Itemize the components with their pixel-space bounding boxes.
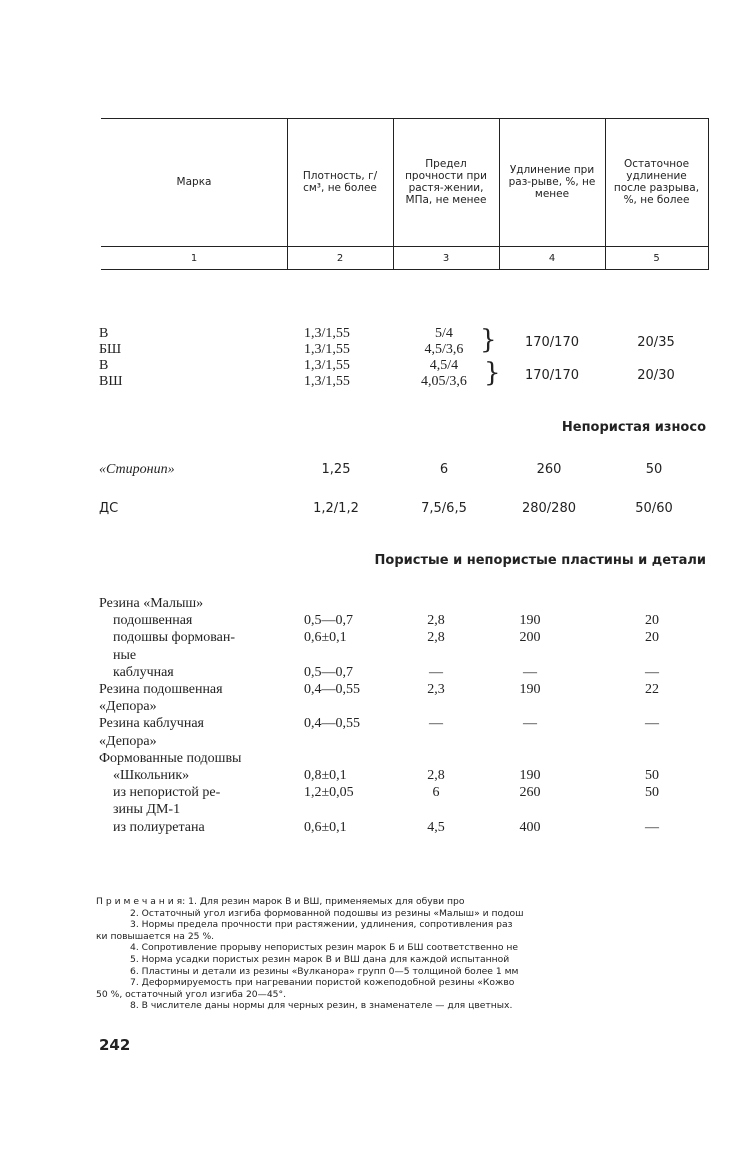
footnote-line: 7. Деформируемость при нагревании пористой кожеподобной резины «Кожво — [130, 977, 515, 989]
footnote-line: 2. Остаточный угол изгиба формованной подошвы из резины «Малыш» и подош — [130, 907, 524, 919]
header-mid-rule — [101, 246, 709, 247]
table-cell-density: 0,6±0,1 — [304, 819, 347, 835]
table-cell-mark: Резина каблучная — [99, 716, 204, 732]
col-number: 5 — [653, 252, 660, 264]
table-cell-mark: «Депора» — [99, 733, 157, 749]
table-cell-mark: ДС — [99, 501, 119, 516]
table-cell-mark: «Депора» — [99, 699, 157, 715]
section-title: Пористые и непористые пластины и детали — [374, 553, 706, 568]
table-cell-mark: Резина «Малыш» — [99, 596, 204, 611]
section-title: Непористая износо — [561, 420, 706, 435]
table-cell-residual: 20/30 — [637, 368, 675, 383]
table-cell-mark: подошвенная — [113, 613, 193, 629]
header-bottom-rule — [101, 269, 709, 270]
table-cell-strength: 2,8 — [427, 613, 445, 629]
table-cell-mark: Формованные подошвы — [99, 750, 242, 766]
brace-symbol: } — [480, 325, 497, 355]
table-cell-strength: 6 — [432, 785, 440, 801]
table-cell-strength: 6 — [439, 462, 449, 477]
table-cell-elong: 400 — [519, 819, 541, 835]
table-cell-resid: 20 — [645, 613, 659, 629]
table-cell-density: 1,3/1,55 — [304, 326, 350, 341]
footnote-line: 6. Пластины и детали из резины «Вулканора» групп 0—5 толщиной более 1 мм — [130, 965, 519, 977]
table-cell-strength: — — [429, 716, 443, 732]
col-header-strength: Предел прочности при растя-жении, МПа, не менее — [405, 158, 487, 206]
table-cell-mark: Резина подошвенная — [99, 682, 223, 697]
brace-symbol: } — [484, 358, 501, 388]
table-cell-mark: каблучная — [113, 664, 174, 680]
table-cell-mark: «Школьник» — [113, 768, 190, 783]
table-cell-strength: 4,5/3,6 — [424, 342, 464, 357]
table-cell-resid: 50 — [645, 768, 659, 783]
table-cell-residual: 20/35 — [637, 335, 675, 350]
table-cell-elong: 200 — [519, 630, 541, 646]
table-cell-elong: 190 — [519, 768, 541, 783]
table-cell-density: 0,4—0,55 — [304, 716, 360, 732]
page-number: 242 — [99, 1036, 131, 1054]
table-cell-elongation: 280/280 — [521, 501, 576, 516]
table-cell-elong: — — [523, 664, 537, 680]
table-cell-density: 0,5—0,7 — [304, 664, 353, 680]
table-cell-mark: из непористой ре- — [113, 785, 221, 801]
table-cell-mark: БШ — [99, 342, 122, 357]
table-cell-density: 1,2/1,2 — [313, 501, 359, 516]
table-cell-density: 1,3/1,55 — [304, 342, 350, 357]
table-cell-strength: 2,8 — [427, 768, 445, 783]
table-header — [101, 118, 709, 270]
table-cell-mark: зины ДМ-1 — [113, 802, 181, 818]
table-cell-resid: — — [645, 716, 659, 732]
table-cell-density: 1,2±0,05 — [304, 785, 354, 801]
table-cell-density: 1,25 — [321, 462, 351, 477]
table-cell-strength: 4,05/3,6 — [421, 374, 467, 389]
col-number: 3 — [442, 252, 450, 264]
table-cell-residual: 50 — [645, 462, 663, 477]
col-divider — [708, 118, 709, 270]
table-cell-resid: — — [645, 664, 659, 680]
table-cell-density: 0,6±0,1 — [304, 630, 347, 646]
table-cell-residual: 50/60 — [635, 501, 673, 516]
col-header-mark: Марка — [176, 176, 212, 188]
col-header-residual: Остаточное удлинение после разрыва, %, не более — [613, 158, 700, 206]
footnote-line: ки повышается на 25 %. — [96, 930, 215, 942]
table-cell-elong: 190 — [519, 613, 541, 629]
footnote-line: 50 %, остаточный угол изгиба 20—45°. — [96, 988, 287, 1000]
footnote-line: 4. Сопротивление прорыву непористых резин марок Б и БШ соответственно не — [130, 942, 519, 954]
table-cell-resid: 20 — [645, 630, 659, 646]
table-cell-strength: 7,5/6,5 — [421, 501, 467, 516]
col-number: 4 — [548, 252, 556, 264]
table-cell-strength: 4,5/4 — [429, 358, 459, 373]
table-cell-density: 0,5—0,7 — [304, 613, 353, 629]
table-cell-density: 0,8±0,1 — [304, 768, 347, 783]
footnote-line: 5. Норма усадки пористых резин марок В и ВШ дана для каждой испытанной — [130, 954, 510, 965]
table-cell-resid: — — [645, 819, 659, 835]
col-header-elongation: Удлинение при раз-рыве, %, не менее — [508, 164, 596, 200]
table-cell-strength: 5/4 — [435, 326, 453, 341]
table-cell-resid: 22 — [645, 682, 659, 697]
footnote-line: П р и м е ч а н и я: 1. Для резин марок В и ВШ, применяемых для обуви про — [96, 896, 465, 907]
table-cell-mark: ВШ — [99, 374, 123, 389]
table-cell-mark: ные — [113, 647, 137, 663]
col-header-density: Плотность, г/см³, не более — [302, 170, 378, 194]
table-cell-elong: 190 — [519, 682, 541, 697]
table-cell-elong: 260 — [519, 785, 541, 801]
table-cell-elongation: 170/170 — [524, 335, 579, 350]
col-number: 1 — [190, 252, 198, 264]
table-cell-strength: 4,5 — [427, 819, 445, 835]
table-cell-mark: из полиуретана — [113, 819, 205, 835]
footnote-line: 3. Нормы предела прочности при растяжении, удлинения, сопротивления раз — [130, 919, 513, 931]
col-number: 2 — [336, 252, 344, 264]
table-cell-density: 0,4—0,55 — [304, 682, 360, 697]
table-cell-mark: В — [99, 358, 109, 373]
table-cell-mark: В — [99, 326, 109, 341]
table-cell-density: 1,3/1,55 — [304, 374, 350, 389]
table-cell-elong: — — [523, 716, 537, 732]
table-cell-elongation: 260 — [536, 462, 562, 477]
table-cell-strength: 2,8 — [427, 630, 445, 646]
table-cell-density: 1,3/1,55 — [304, 358, 350, 373]
footnote-line: 8. В числителе даны нормы для черных резин, в знаменателе — для цветных. — [130, 1000, 513, 1012]
table-cell-resid: 50 — [645, 785, 659, 801]
table-cell-mark: «Стиронип» — [99, 462, 175, 477]
table-cell-elongation: 170/170 — [524, 368, 579, 383]
table-cell-strength: 2,3 — [427, 682, 445, 697]
table-cell-strength: — — [429, 664, 443, 680]
table-cell-mark: подошвы формован- — [113, 630, 236, 646]
